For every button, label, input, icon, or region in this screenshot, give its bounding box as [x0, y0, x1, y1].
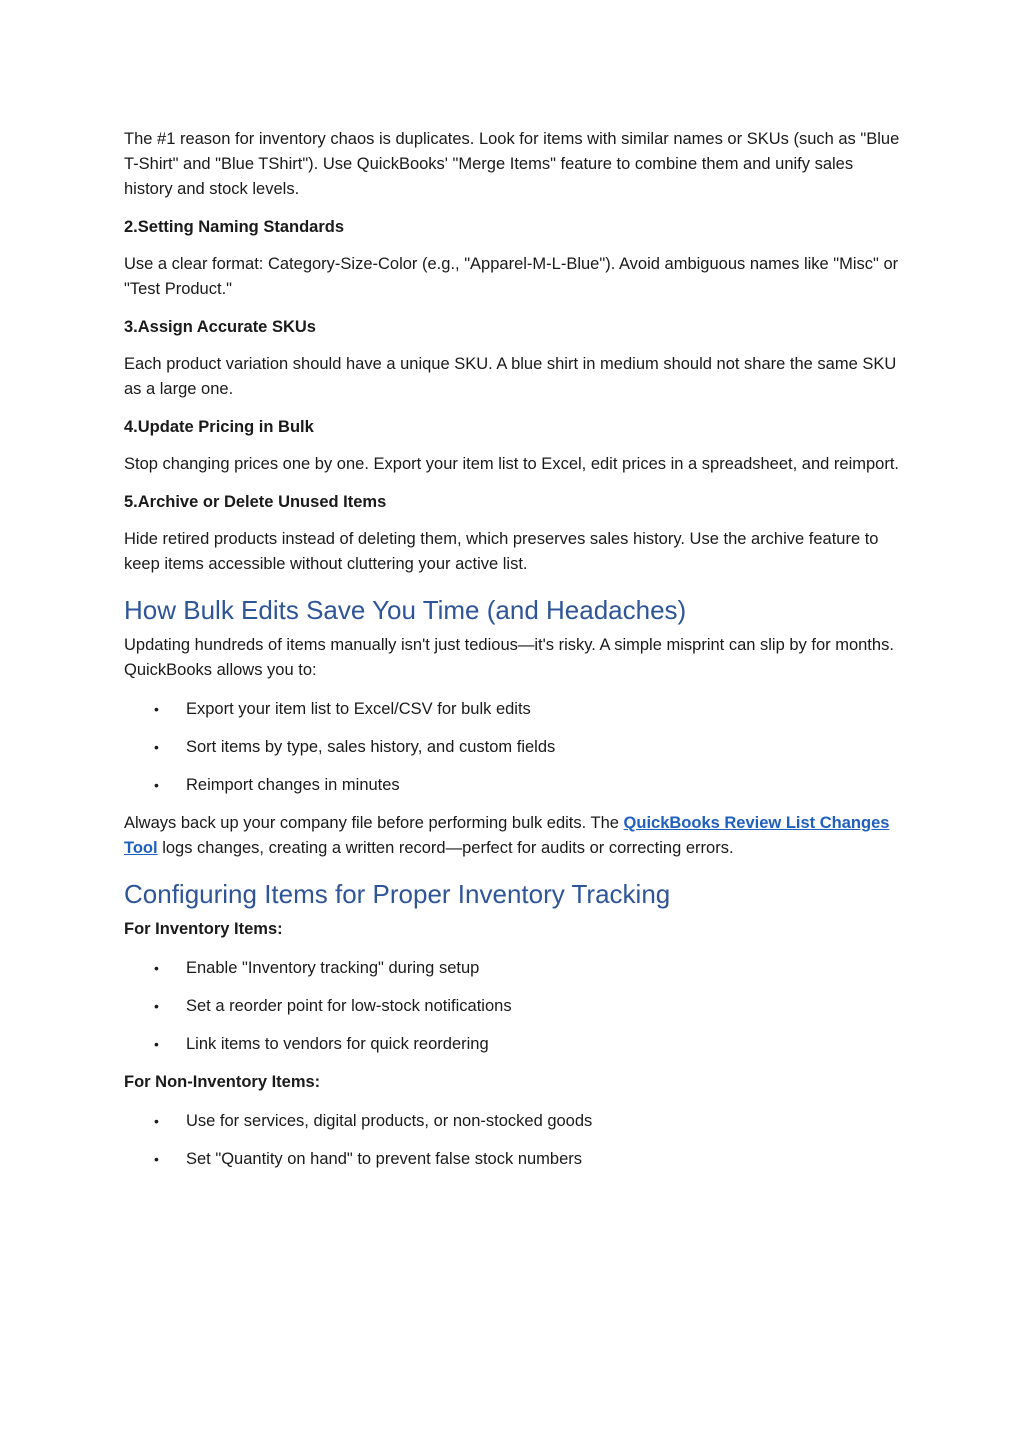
non-inventory-items-list: [124, 1109, 902, 1172]
step-5-heading: 5.Archive or Delete Unused Items: [124, 493, 387, 511]
bullet-icon: •: [154, 1113, 159, 1129]
list-item: [124, 773, 902, 798]
list-item-text: Use for services, digital products, or non-stocked goods: [186, 1112, 593, 1130]
non-inventory-items-heading: For Non-Inventory Items:: [124, 1073, 321, 1091]
document-page: [124, 127, 902, 1185]
bullet-icon: •: [154, 1151, 159, 1167]
step-4-text: Stop changing prices one by one. Export your item list to Excel, edit prices in a spreadsheet, and reimport.: [124, 455, 899, 473]
step-4-heading: 4.Update Pricing in Bulk: [124, 418, 314, 436]
list-item-text: Link items to vendors for quick reordering: [186, 1035, 489, 1053]
bullet-icon: •: [154, 1036, 159, 1052]
intro-paragraph: The #1 reason for inventory chaos is duplicates. Look for items with similar names or SKUs (such as "Blue T-Shirt" and "Blue TShirt"). Use QuickBooks' "Merge Items" feature to combine them and unify sales history and stock levels.: [124, 130, 900, 198]
bullet-icon: •: [154, 777, 159, 793]
list-item: [124, 735, 902, 760]
list-item: [124, 956, 902, 981]
inventory-items-list: [124, 956, 902, 1057]
list-item-text: Sort items by type, sales history, and custom fields: [186, 738, 556, 756]
configuring-items-heading: Configuring Items for Proper Inventory Tracking: [124, 879, 671, 909]
step-2-text: Use a clear format: Category-Size-Color (e.g., "Apparel-M-L-Blue"). Avoid ambiguous names like "Misc" or "Test Product.": [124, 255, 899, 298]
bulk-edits-closing: [124, 811, 902, 861]
list-item-text: Reimport changes in minutes: [186, 776, 400, 794]
list-item: [124, 1032, 902, 1057]
list-item: [124, 1109, 902, 1134]
bulk-edits-intro: Updating hundreds of items manually isn't just tedious—it's risky. A simple misprint can slip by for months. QuickBooks allows you to:: [124, 636, 894, 679]
closing-text-after: logs changes, creating a written record—perfect for audits or correcting errors.: [157, 839, 734, 857]
list-item-text: Set a reorder point for low-stock notifications: [186, 997, 512, 1015]
step-3-heading: 3.Assign Accurate SKUs: [124, 318, 316, 336]
list-item-text: Enable "Inventory tracking" during setup: [186, 959, 480, 977]
step-5-text: Hide retired products instead of deleting them, which preserves sales history. Use the archive feature to keep items accessible without cluttering your active list.: [124, 530, 879, 573]
bullet-icon: •: [154, 960, 159, 976]
bulk-edits-list: [124, 697, 902, 798]
bullet-icon: •: [154, 998, 159, 1014]
bullet-icon: •: [154, 701, 159, 717]
list-item-text: Set "Quantity on hand" to prevent false stock numbers: [186, 1150, 583, 1168]
list-item-text: Export your item list to Excel/CSV for bulk edits: [186, 700, 531, 718]
list-item: [124, 1147, 902, 1172]
closing-text-before: Always back up your company file before performing bulk edits. The: [124, 814, 624, 832]
step-2-heading: 2.Setting Naming Standards: [124, 218, 345, 236]
bulk-edits-heading: How Bulk Edits Save You Time (and Headaches): [124, 595, 687, 625]
review-list-changes-link[interactable]: QuickBooks Review List Changes Tool: [124, 814, 890, 857]
list-item: [124, 994, 902, 1019]
step-3-text: Each product variation should have a unique SKU. A blue shirt in medium should not share the same SKU as a large one.: [124, 355, 897, 398]
inventory-items-heading: For Inventory Items:: [124, 920, 283, 938]
list-item: [124, 697, 902, 722]
bullet-icon: •: [154, 739, 159, 755]
